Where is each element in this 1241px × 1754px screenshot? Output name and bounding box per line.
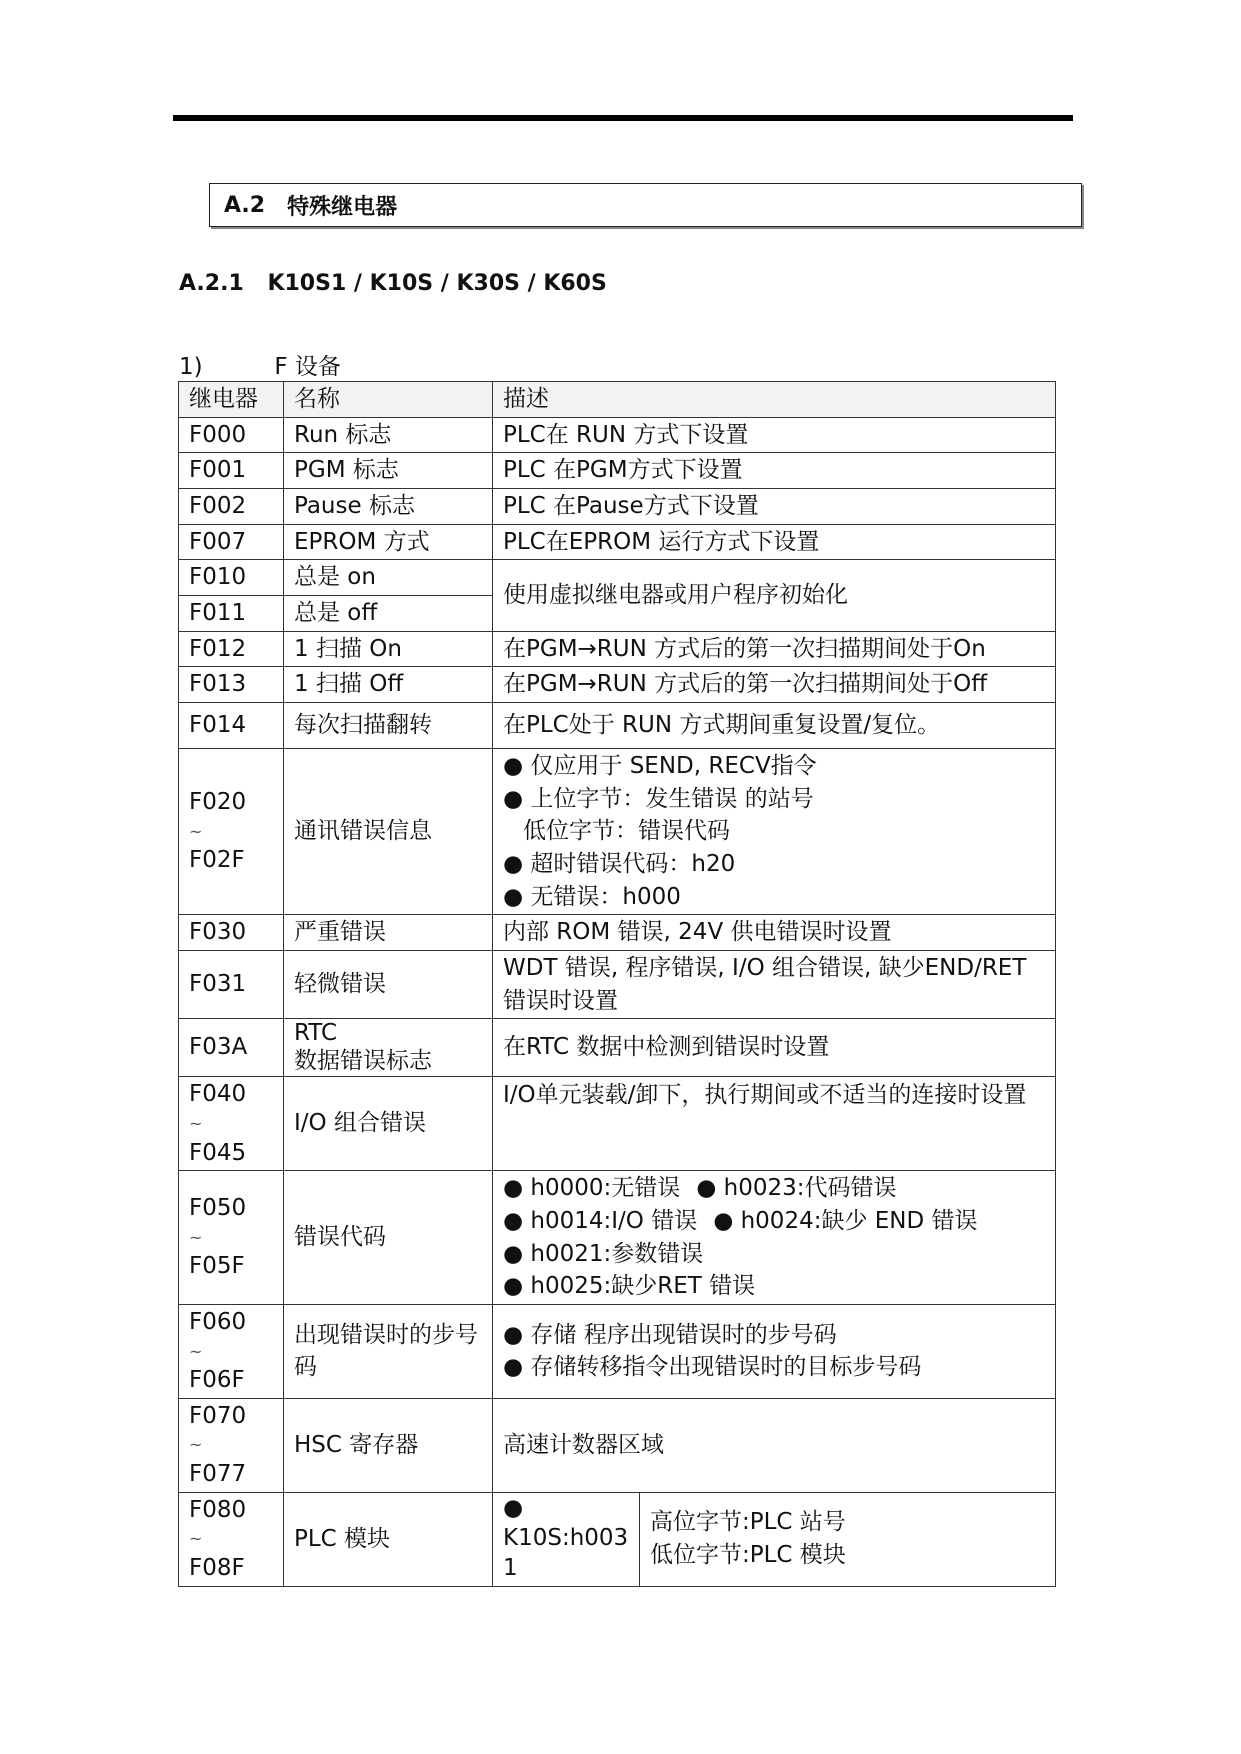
- relay-range-separator: ~: [189, 1227, 203, 1247]
- error-code: h0014:I/O 错误: [530, 1207, 698, 1234]
- table-row: [179, 1492, 1056, 1586]
- error-code: h0024:缺少 END 错误: [740, 1207, 978, 1234]
- bullet-item: ● 存储 程序出现错误时的步号码: [503, 1319, 1045, 1352]
- bullet-item: ● h0014:I/O 错误 ● h0024:缺少 END 错误: [503, 1205, 1045, 1238]
- description-cell: [493, 1171, 1056, 1305]
- table-row: [179, 488, 1056, 524]
- relay-range-start: F040: [189, 1081, 247, 1108]
- table-header-row: [179, 382, 1056, 418]
- relay-range-separator: ~: [189, 1435, 203, 1455]
- table-row: [179, 453, 1056, 489]
- relay-range-separator: ~: [189, 821, 203, 841]
- relay-cell: F002: [179, 488, 284, 524]
- name-cell: 错误代码: [284, 1171, 493, 1305]
- table-row: [179, 524, 1056, 560]
- header-description: 描述: [493, 382, 1056, 418]
- description-cell: PLC在EPROM 运行方式下设置: [493, 524, 1056, 560]
- relay-range-end: F08F: [189, 1554, 245, 1581]
- relay-range-end: F045: [189, 1139, 247, 1166]
- name-cell: 出现错误时的步号码: [284, 1304, 493, 1398]
- error-code: h0000:无错误: [530, 1175, 681, 1202]
- relay-cell: F000: [179, 417, 284, 453]
- relay-range-start: F070: [189, 1402, 247, 1429]
- name-cell: Pause 标志: [284, 488, 493, 524]
- description-line: 高位字节:PLC 站号: [650, 1509, 846, 1536]
- description-cell: 在RTC 数据中检测到错误时设置: [493, 1019, 1056, 1077]
- name-cell: 总是 on: [284, 560, 493, 596]
- description-cell: WDT 错误, 程序错误, I/O 组合错误, 缺少END/RET错误时设置: [493, 950, 1056, 1018]
- name-cell: 总是 off: [284, 595, 493, 631]
- relay-cell: [179, 1077, 284, 1171]
- name-line: 数据错误标志: [294, 1047, 432, 1074]
- description-cell: [493, 748, 1056, 914]
- subsection-heading: [179, 271, 607, 296]
- name-cell: 通讯错误信息: [284, 748, 493, 914]
- table-row: [179, 667, 1056, 703]
- relay-cell: [179, 748, 284, 914]
- description-cell: PLC 在Pause方式下设置: [493, 488, 1056, 524]
- name-cell: HSC 寄存器: [284, 1398, 493, 1492]
- table-row: [179, 702, 1056, 748]
- header-name: 名称: [284, 382, 493, 418]
- bullet-item: ● 仅应用于 SEND, RECV指令: [503, 750, 1045, 783]
- relay-range-separator: ~: [189, 1529, 203, 1549]
- relay-range-start: F060: [189, 1308, 247, 1335]
- relay-range-separator: ~: [189, 1341, 203, 1361]
- description-cell: [493, 1304, 1056, 1398]
- relay-cell: [179, 1492, 284, 1586]
- relay-range-end: F02F: [189, 847, 245, 874]
- bullet-item: ● 上位字节：发生错误 的站号: [503, 783, 1045, 816]
- relay-cell: [179, 1304, 284, 1398]
- item-heading: [179, 348, 341, 381]
- bullet-item: ● h0025:缺少RET 错误: [503, 1270, 1045, 1303]
- model-cell: [493, 1492, 640, 1586]
- relay-cell: F030: [179, 915, 284, 951]
- relay-range-end: F06F: [189, 1367, 245, 1394]
- bullet-item: ● 存储转移指令出现错误时的目标步号码: [503, 1351, 1045, 1384]
- bullet-continuation: 低位字节：错误代码: [523, 818, 730, 845]
- description-cell: PLC在 RUN 方式下设置: [493, 417, 1056, 453]
- description-cell: 在PGM→RUN 方式后的第一次扫描期间处于On: [493, 631, 1056, 667]
- description-cell: 内部 ROM 错误, 24V 供电错误时设置: [493, 915, 1056, 951]
- model-code: K10S:h0031: [503, 1525, 629, 1582]
- relay-cell: F031: [179, 950, 284, 1018]
- subsection-title: K10S1 / K10S / K30S / K60S: [267, 271, 607, 296]
- table-row: [179, 1077, 1056, 1171]
- name-cell: PLC 模块: [284, 1492, 493, 1586]
- relay-range-start: F020: [189, 789, 247, 816]
- section-number: A.2: [224, 192, 266, 218]
- name-cell: Run 标志: [284, 417, 493, 453]
- description-cell: 在PLC处于 RUN 方式期间重复设置/复位。: [493, 702, 1056, 748]
- relay-cell: F001: [179, 453, 284, 489]
- item-title: F 设备: [274, 354, 341, 380]
- name-cell: 每次扫描翻转: [284, 702, 493, 748]
- table-row: [179, 631, 1056, 667]
- relay-cell: F010: [179, 560, 284, 596]
- section-heading: [209, 183, 1082, 227]
- relay-cell: F013: [179, 667, 284, 703]
- item-number: 1): [179, 354, 203, 380]
- relay-cell: [179, 1171, 284, 1305]
- bullet-item: ● h0021:参数错误: [503, 1238, 1045, 1271]
- table-row: [179, 560, 1056, 596]
- description-cell: 高速计数器区域: [493, 1398, 1056, 1492]
- description-cell: 在PGM→RUN 方式后的第一次扫描期间处于Off: [493, 667, 1056, 703]
- relay-range-end: F077: [189, 1461, 247, 1488]
- table-row: [179, 748, 1056, 914]
- table-row: [179, 1171, 1056, 1305]
- description-cell: PLC 在PGM方式下设置: [493, 453, 1056, 489]
- name-cell: EPROM 方式: [284, 524, 493, 560]
- bullet-item: ● h0000:无错误 ● h0023:代码错误: [503, 1172, 1045, 1205]
- relay-cell: F011: [179, 595, 284, 631]
- table-row: [179, 417, 1056, 453]
- name-cell: [284, 1019, 493, 1077]
- relay-range-start: F050: [189, 1195, 247, 1222]
- relay-range-separator: ~: [189, 1114, 203, 1133]
- relay-range-end: F05F: [189, 1253, 245, 1280]
- name-line: RTC: [294, 1020, 338, 1047]
- relay-cell: F007: [179, 524, 284, 560]
- relay-cell: [179, 1398, 284, 1492]
- section-title: 特殊继电器: [287, 194, 398, 220]
- bullet-icon: ●: [503, 1495, 524, 1522]
- name-cell: 1 扫描 Off: [284, 667, 493, 703]
- name-cell: 严重错误: [284, 915, 493, 951]
- name-cell: PGM 标志: [284, 453, 493, 489]
- table-row: [179, 1398, 1056, 1492]
- bullet-item: ● 无错误：h000: [503, 881, 1045, 914]
- top-rule: [173, 115, 1073, 121]
- relay-cell: F012: [179, 631, 284, 667]
- relay-cell: F03A: [179, 1019, 284, 1077]
- bullet-item: ● 超时错误代码：h20: [503, 848, 1045, 881]
- description-cell: 使用虚拟继电器或用户程序初始化: [493, 560, 1056, 631]
- description-cell: I/O单元装载/卸下，执行期间或不适当的连接时设置: [493, 1077, 1056, 1171]
- table-row: [179, 915, 1056, 951]
- table-row: [179, 950, 1056, 1018]
- table-row: [179, 1304, 1056, 1398]
- relay-cell: F014: [179, 702, 284, 748]
- error-code: h0023:代码错误: [723, 1175, 897, 1202]
- description-line: 低位字节:PLC 模块: [650, 1542, 846, 1569]
- subsection-number: A.2.1: [179, 271, 244, 296]
- relay-range-start: F080: [189, 1496, 247, 1523]
- name-cell: I/O 组合错误: [284, 1077, 493, 1171]
- name-cell: 1 扫描 On: [284, 631, 493, 667]
- name-cell: 轻微错误: [284, 950, 493, 1018]
- relay-table: [178, 381, 1056, 1587]
- header-relay: 继电器: [179, 382, 284, 418]
- description-cell: [640, 1492, 1056, 1586]
- table-row: [179, 1019, 1056, 1077]
